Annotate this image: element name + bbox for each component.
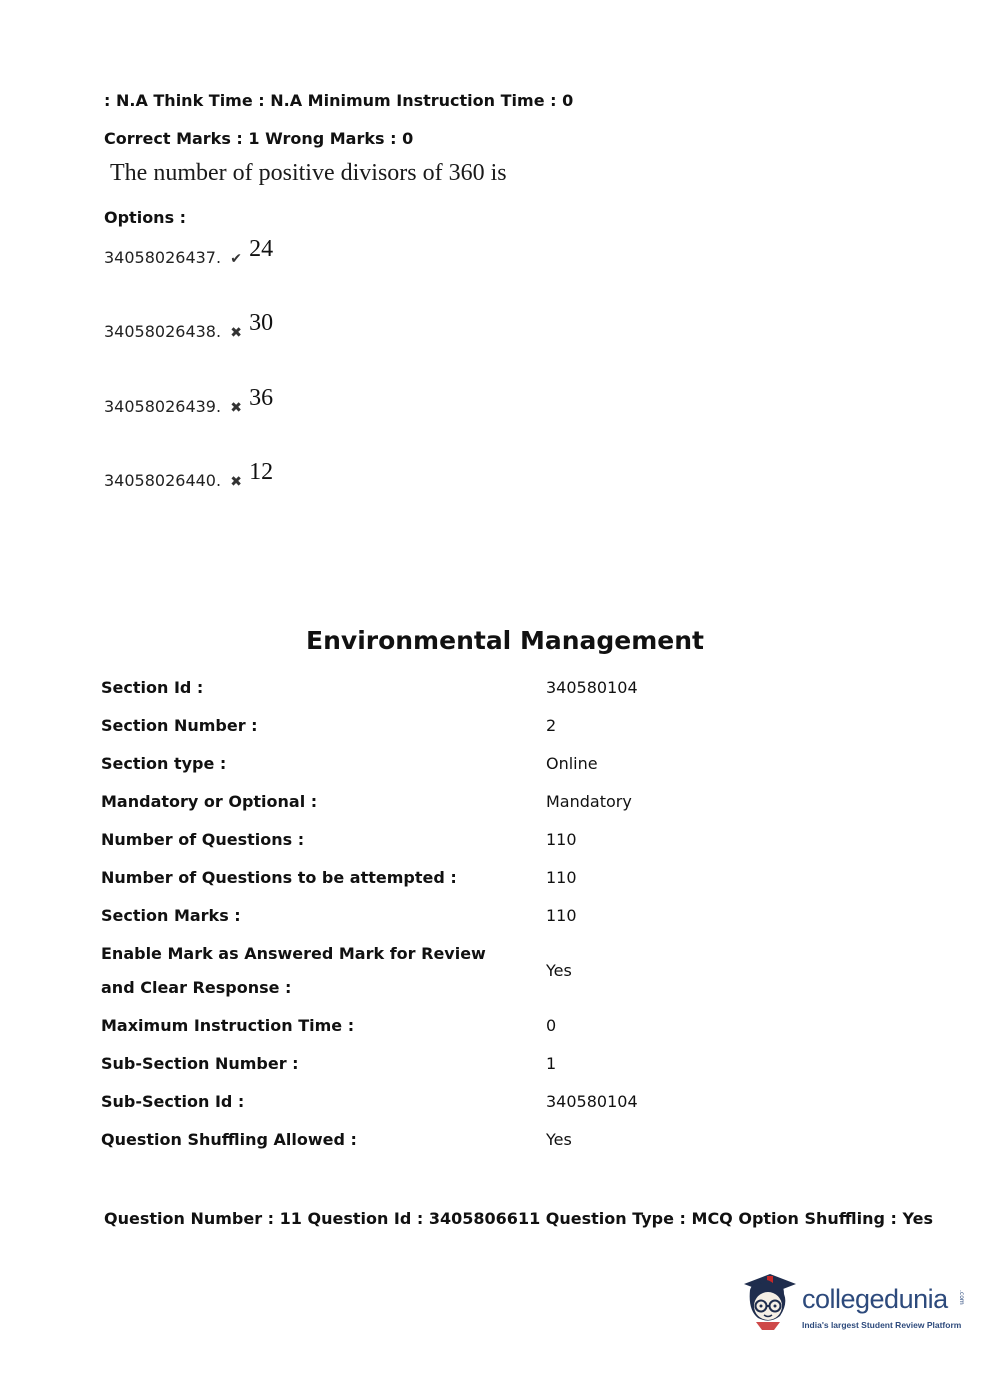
option-value: 36: [249, 385, 274, 411]
sub-section-number-label: Sub-Section Number :: [101, 1054, 299, 1073]
options-label: Options :: [104, 208, 187, 227]
option-id: 34058026439.: [104, 397, 222, 416]
option-value: 24: [249, 236, 274, 262]
enable-mark-value: Yes: [546, 961, 572, 980]
option-row: [104, 236, 274, 267]
enable-mark-label: Enable Mark as Answered Mark for Review and Clear Response :: [101, 944, 486, 997]
sub-section-id-value: 340580104: [546, 1092, 638, 1111]
shuffling-value: Yes: [546, 1130, 572, 1149]
option-row: [104, 385, 274, 416]
section-number-value: 2: [546, 716, 557, 735]
logo-tagline: India's largest Student Review Platform: [802, 1320, 962, 1330]
num-attempted-label: Number of Questions to be attempted :: [101, 868, 457, 887]
next-question-info: Question Number : 11 Question Id : 3405806611 Question Type : MCQ Option Shuffling : Yes: [104, 1209, 934, 1228]
option-id: 34058026437.: [104, 248, 222, 267]
mandatory-value: Mandatory: [546, 792, 632, 811]
option-value: 12: [249, 459, 274, 485]
option-id: 34058026440.: [104, 471, 222, 490]
section-type-label: Section type :: [101, 754, 227, 773]
section-id-value: 340580104: [546, 678, 638, 697]
logo-domain: .com: [958, 1290, 965, 1305]
section-type-value: Online: [546, 754, 598, 773]
collegedunia-logo: [740, 1270, 970, 1340]
option-id: 34058026438.: [104, 322, 222, 341]
max-instruction-time-label: Maximum Instruction Time :: [101, 1016, 355, 1035]
shuffling-label: Question Shuffling Allowed :: [101, 1130, 357, 1149]
section-marks-value: 110: [546, 906, 577, 925]
wrong-cross-icon: ✖: [230, 474, 242, 490]
num-questions-value: 110: [546, 830, 577, 849]
option-value: 30: [249, 310, 274, 336]
sub-section-number-value: 1: [546, 1054, 557, 1073]
wrong-cross-icon: ✖: [230, 325, 242, 341]
mandatory-label: Mandatory or Optional :: [101, 792, 318, 811]
num-attempted-value: 110: [546, 868, 577, 887]
marks-info: Correct Marks : 1 Wrong Marks : 0: [104, 129, 414, 148]
max-instruction-time-value: 0: [546, 1016, 557, 1035]
section-number-label: Section Number :: [101, 716, 258, 735]
question-text: The number of positive divisors of 360 is: [110, 160, 507, 186]
correct-check-icon: ✔: [230, 251, 242, 267]
timing-info: : N.A Think Time : N.A Minimum Instruction Time : 0: [104, 91, 574, 110]
logo-wordmark: collegedunia: [802, 1284, 948, 1314]
option-row: [104, 310, 274, 341]
section-marks-label: Section Marks :: [101, 906, 241, 925]
section-title: Environmental Management: [306, 626, 704, 655]
sub-section-id-label: Sub-Section Id :: [101, 1092, 245, 1111]
wrong-cross-icon: ✖: [230, 400, 242, 416]
section-id-label: Section Id :: [101, 678, 204, 697]
mascot-icon: [740, 1270, 800, 1336]
num-questions-label: Number of Questions :: [101, 830, 305, 849]
option-row: [104, 459, 274, 490]
